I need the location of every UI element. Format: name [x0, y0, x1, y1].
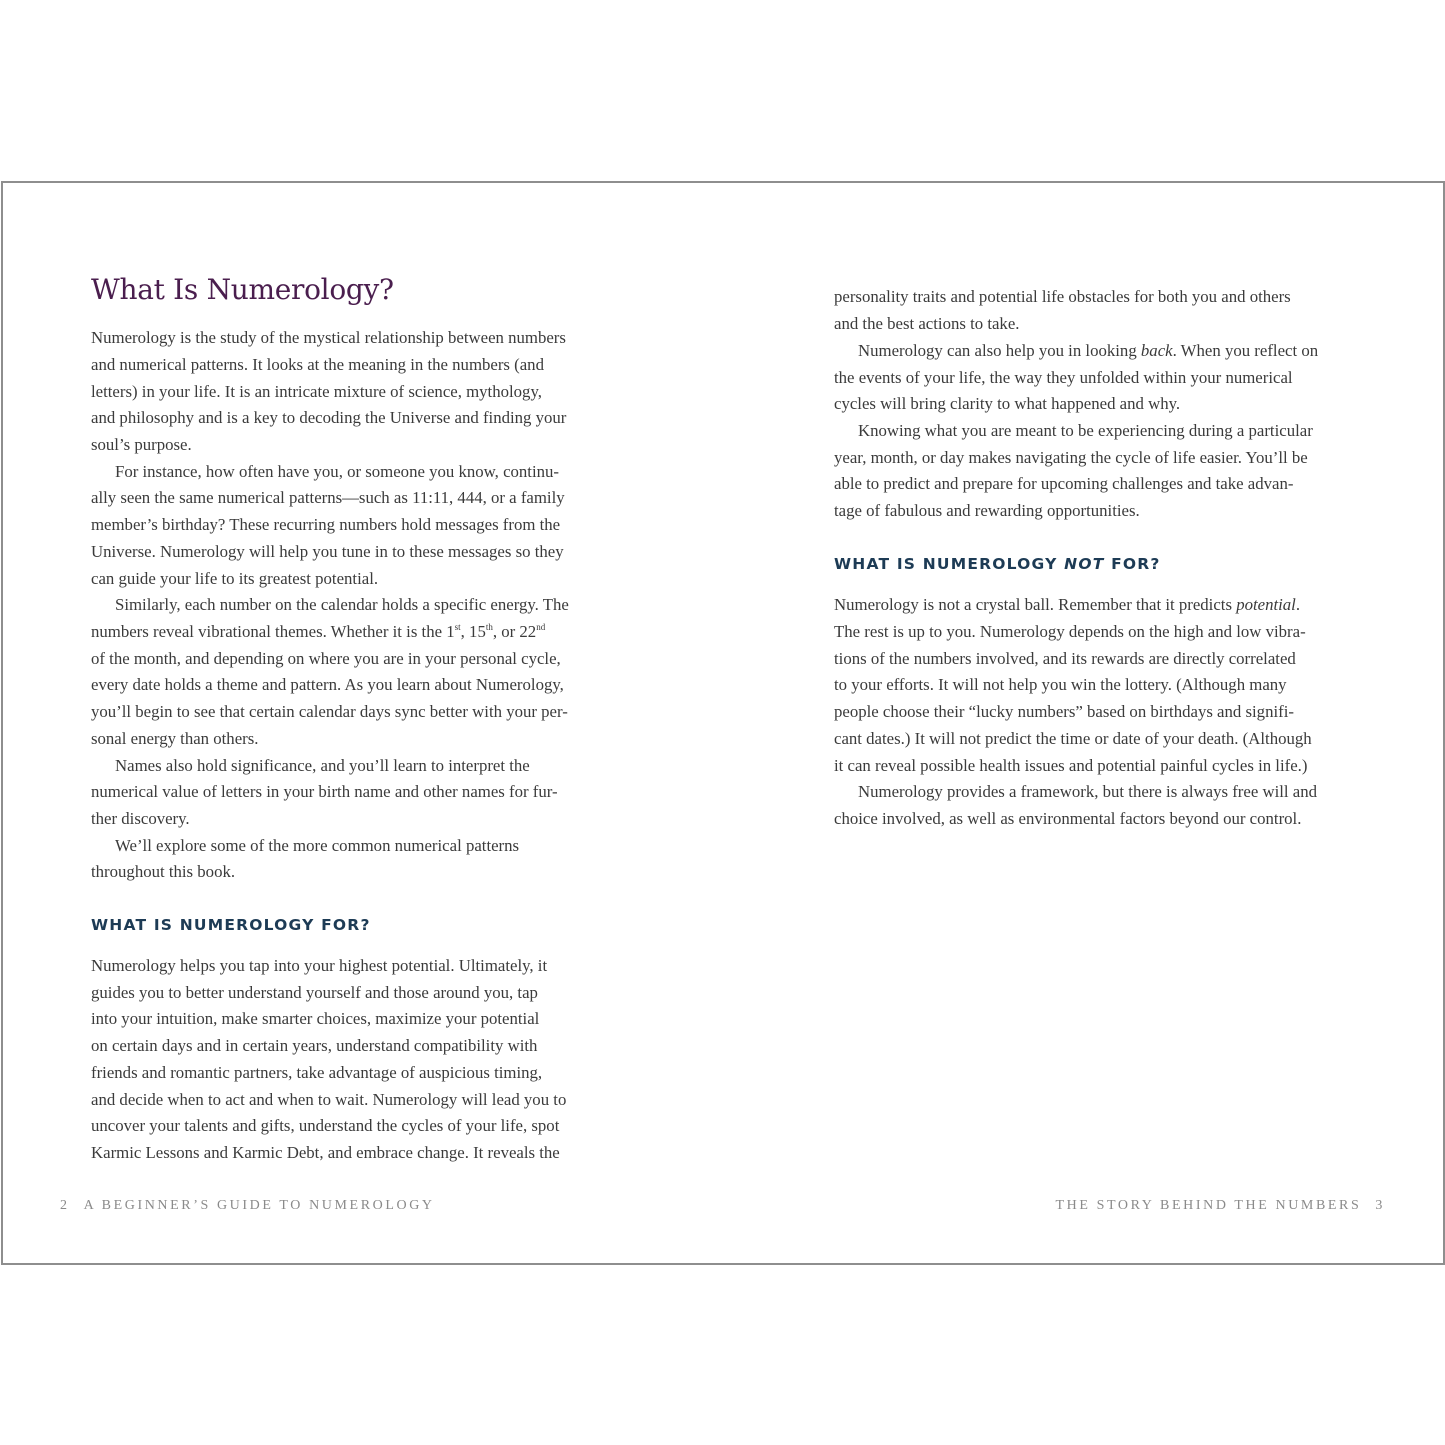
ordinal-suffix: nd [536, 622, 546, 632]
text-line: Numerology provides a framework, but there is always free will and [858, 782, 1318, 801]
text-line: and philosophy and is a key to decoding the Universe and finding your [91, 408, 567, 427]
text-line: and the best actions to take. [834, 314, 1020, 333]
text-line: The rest is up to you. Numerology depends on the high and low vibra- [834, 622, 1306, 641]
text-line: ally seen the same numerical patterns—such as 11:11, 444, or a family [91, 488, 565, 507]
emphasis: NOT [1064, 555, 1105, 573]
text-line: throughout this book. [91, 862, 236, 881]
running-title: THE STORY BEHIND THE NUMBERS [1055, 1198, 1362, 1213]
section-subhead: WHAT IS NUMEROLOGY FOR? [91, 916, 371, 934]
text-line: member’s birthday? These recurring numbers hold messages from the [91, 515, 561, 534]
text-line: Numerology helps you tap into your highest potential. Ultimately, it [91, 956, 548, 975]
text-line: uncover your talents and gifts, understand the cycles of your life, spot [91, 1116, 560, 1135]
text-line: and decide when to act and when to wait. Numerology will lead you to [91, 1090, 567, 1109]
ordinal-suffix: st [454, 622, 461, 632]
text-line: it can reveal possible health issues and potential painful cycles in life.) [834, 756, 1308, 775]
right-running-footer [1055, 1198, 1385, 1214]
text-line: able to predict and prepare for upcoming challenges and take advan- [834, 474, 1294, 493]
text-line: Similarly, each number on the calendar holds a specific energy. The [115, 595, 569, 614]
text-line-with-ordinals [91, 619, 545, 646]
left-running-footer [60, 1198, 435, 1214]
text-line: the events of your life, the way they unfolded within your numerical [834, 368, 1293, 387]
text-run: FOR? [1104, 555, 1161, 573]
text-run: , or 22 [492, 622, 537, 641]
chapter-title: What Is Numerology? [91, 273, 394, 306]
text-line-with-emphasis [858, 338, 1318, 365]
text-line: Karmic Lessons and Karmic Debt, and embrace change. It reveals the [91, 1143, 560, 1162]
text-line: on certain days and in certain years, understand compatibility with [91, 1036, 538, 1055]
text-line: We’ll explore some of the more common numerical patterns [115, 836, 520, 855]
running-title: A BEGINNER’S GUIDE TO NUMEROLOGY [83, 1198, 435, 1213]
text-run: . [1295, 595, 1301, 614]
text-line-with-emphasis [834, 592, 1300, 619]
text-line: of the month, and depending on where you are in your personal cycle, [91, 649, 561, 668]
text-line: to your efforts. It will not help you win the lottery. (Although many [834, 675, 1287, 694]
book-spread [1, 181, 1445, 1265]
text-line: cycles will bring clarity to what happened and why. [834, 394, 1181, 413]
text-line: Names also hold significance, and you’ll learn to interpret the [115, 756, 530, 775]
text-line: personality traits and potential life obstacles for both you and others [834, 287, 1291, 306]
text-run: . When you reflect on [1172, 341, 1319, 360]
text-line: friends and romantic partners, take advantage of auspicious timing, [91, 1063, 543, 1082]
page-number: 2 [60, 1198, 70, 1213]
text-run: numbers reveal vibrational themes. Whether it is the 1 [91, 622, 455, 641]
text-line: choice involved, as well as environmental factors beyond our control. [834, 809, 1302, 828]
text-line: guides you to better understand yourself and those around you, tap [91, 983, 538, 1002]
emphasis: potential [1236, 595, 1296, 614]
text-run: WHAT IS NUMEROLOGY [834, 555, 1065, 573]
text-line: tage of fabulous and rewarding opportunities. [834, 501, 1140, 520]
text-line: Knowing what you are meant to be experiencing during a particular [858, 421, 1313, 440]
ordinal-suffix: th [485, 622, 493, 632]
emphasis: back [1140, 341, 1173, 360]
text-line: letters) in your life. It is an intricate mixture of science, mythology, [91, 382, 542, 401]
text-line: soul’s purpose. [91, 435, 192, 454]
text-line: sonal energy than others. [91, 729, 259, 748]
text-line: Universe. Numerology will help you tune in to these messages so they [91, 542, 564, 561]
page-number: 3 [1375, 1198, 1385, 1213]
section-subhead [834, 555, 1161, 573]
text-line: can guide your life to its greatest potential. [91, 569, 379, 588]
text-line: into your intuition, make smarter choices, maximize your potential [91, 1009, 540, 1028]
text-line: tions of the numbers involved, and its rewards are directly correlated [834, 649, 1296, 668]
text-line: year, month, or day makes navigating the cycle of life easier. You’ll be [834, 448, 1308, 467]
text-line: people choose their “lucky numbers” based on birthdays and signifi- [834, 702, 1294, 721]
text-line: ther discovery. [91, 809, 190, 828]
text-line: numerical value of letters in your birth name and other names for fur- [91, 782, 558, 801]
text-run: Numerology is not a crystal ball. Remember that it predicts [834, 595, 1237, 614]
text-line: Numerology is the study of the mystical relationship between numbers [91, 328, 566, 347]
text-line: For instance, how often have you, or someone you know, continu- [115, 462, 559, 481]
text-line: cant dates.) It will not predict the time or date of your death. (Although [834, 729, 1312, 748]
text-line: and numerical patterns. It looks at the meaning in the numbers (and [91, 355, 544, 374]
text-run: , 15 [460, 622, 486, 641]
text-line: every date holds a theme and pattern. As you learn about Numerology, [91, 675, 564, 694]
text-line: you’ll begin to see that certain calendar days sync better with your per- [91, 702, 568, 721]
text-run: Numerology can also help you in looking [858, 341, 1141, 360]
